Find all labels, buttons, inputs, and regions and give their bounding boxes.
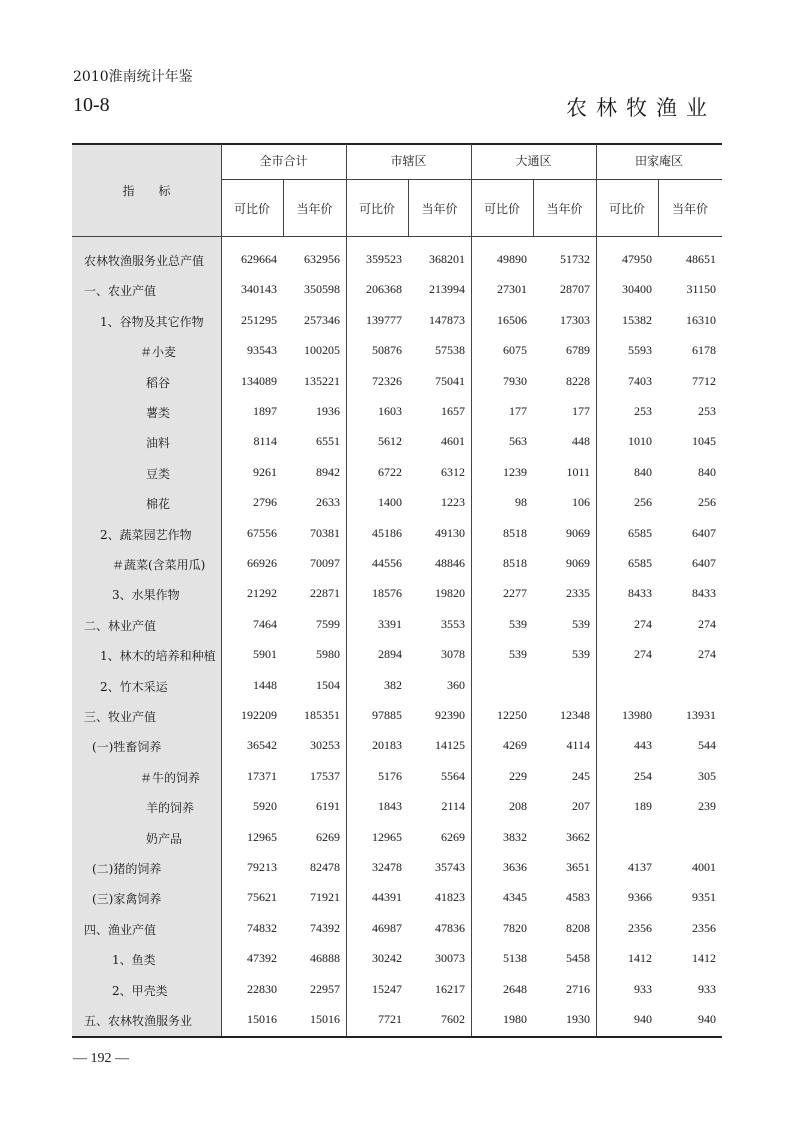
- table-cell: 274: [698, 616, 716, 631]
- table-cell: 257346: [304, 312, 340, 327]
- table-cell: 106: [572, 495, 590, 510]
- table-cell: 8433: [692, 586, 716, 601]
- header-divider: [221, 179, 722, 180]
- row-label: 薯类: [146, 406, 171, 420]
- row-label: 三、牧业产值: [84, 710, 157, 724]
- table-cell: 2335: [566, 586, 590, 601]
- table-cell: 6178: [692, 343, 716, 358]
- table-cell: 1603: [378, 404, 402, 418]
- table-cell: 7820: [503, 920, 527, 935]
- table-cell: 6191: [316, 799, 340, 814]
- table-cell: 30073: [435, 951, 465, 966]
- table-cell: 177: [509, 404, 527, 418]
- row-label: 油料: [146, 436, 171, 451]
- subheader-comparable-price: 可比价: [358, 202, 395, 216]
- row-label: 稻谷: [146, 375, 171, 390]
- table-cell: 274: [698, 647, 716, 662]
- table-cell: 7602: [441, 1012, 465, 1026]
- table-cell: 20183: [372, 738, 402, 753]
- subheader-divider: [533, 179, 534, 236]
- table-cell: 17371: [247, 768, 277, 783]
- table-cell: 22957: [310, 981, 340, 996]
- group-header-tianjiaan: 田家庵区: [634, 154, 683, 168]
- table-cell: 47836: [435, 920, 465, 935]
- table-cell: 93543: [247, 343, 277, 358]
- row-label: 2、甲壳类: [112, 983, 168, 998]
- table-cell: 44391: [372, 890, 402, 905]
- table-cell: 185351: [304, 708, 340, 722]
- table-cell: 15382: [622, 312, 652, 327]
- table-cell: 79213: [247, 860, 277, 874]
- table-cell: 51732: [560, 252, 590, 266]
- row-label: 羊的饲养: [146, 801, 195, 816]
- group-header-datong: 大通区: [515, 154, 552, 168]
- section-title: 农林牧渔业: [566, 96, 716, 120]
- table-cell: 305: [698, 768, 716, 783]
- subheader-divider: [283, 179, 284, 236]
- subheader-current-price: 当年价: [421, 202, 458, 216]
- table-cell: 147873: [429, 312, 465, 327]
- yearbook-title: 2010淮南统计年鉴: [73, 69, 193, 85]
- table-cell: 274: [634, 616, 652, 631]
- table-cell: 1930: [566, 1012, 590, 1026]
- row-label: 2、蔬菜园艺作物: [100, 527, 192, 542]
- table-cell: 4269: [503, 738, 527, 753]
- table-cell: 840: [698, 464, 716, 479]
- table-cell: 6722: [378, 464, 402, 479]
- table-cell: 6269: [316, 829, 340, 844]
- table-cell: 7599: [316, 616, 340, 631]
- group-header-city-districts: 市辖区: [390, 154, 427, 168]
- table-cell: 15247: [372, 981, 402, 996]
- table-cell: 3651: [566, 860, 590, 874]
- subheader-divider: [658, 179, 659, 236]
- table-cell: 4583: [566, 890, 590, 905]
- table-cell: 4601: [441, 434, 465, 449]
- table-cell: 5458: [566, 951, 590, 966]
- table-cell: 6585: [628, 525, 652, 540]
- table-cell: 340143: [241, 282, 277, 297]
- row-label: 农林牧渔服务业总产值: [84, 254, 205, 268]
- table-top-rule: [72, 143, 722, 145]
- row-label: ＃牛的饲养: [140, 770, 201, 785]
- subheader-current-price: 当年价: [546, 202, 583, 216]
- row-label: 四、渔业产值: [84, 922, 157, 937]
- table-cell: 8228: [566, 373, 590, 388]
- table-cell: 8433: [628, 586, 652, 601]
- table-cell: 17537: [310, 768, 340, 783]
- table-cell: 933: [698, 981, 716, 996]
- table-cell: 192209: [241, 708, 277, 722]
- row-label: (三)家禽饲养: [92, 892, 162, 907]
- table-cell: 57538: [435, 343, 465, 358]
- index-header: 指 标: [122, 184, 171, 198]
- table-cell: 539: [572, 647, 590, 662]
- table-cell: 3391: [378, 616, 402, 631]
- table-cell: 22871: [310, 586, 340, 601]
- table-cell: 15016: [310, 1012, 340, 1026]
- table-cell: 18576: [372, 586, 402, 601]
- table-cell: 14125: [435, 738, 465, 753]
- table-cell: 1980: [503, 1012, 527, 1026]
- table-cell: 2356: [692, 920, 716, 935]
- table-cell: 251295: [241, 312, 277, 327]
- table-cell: 100205: [304, 343, 340, 358]
- table-cell: 50876: [372, 343, 402, 358]
- table-cell: 5612: [378, 434, 402, 449]
- table-cell: 41823: [435, 890, 465, 905]
- table-cell: 4345: [503, 890, 527, 905]
- table-cell: 74832: [247, 920, 277, 935]
- table-cell: 1010: [628, 434, 652, 449]
- row-label: 1、谷物及其它作物: [100, 314, 204, 329]
- table-cell: 6551: [316, 434, 340, 449]
- row-label: 五、农林牧渔服务业: [84, 1014, 193, 1028]
- row-label: ＃小麦: [140, 345, 177, 360]
- table-cell: 27301: [497, 282, 527, 297]
- table-cell: 274: [634, 647, 652, 662]
- table-cell: 4001: [692, 860, 716, 874]
- table-cell: 539: [572, 616, 590, 631]
- table-cell: 3553: [441, 616, 465, 631]
- table-cell: 1239: [503, 464, 527, 479]
- subheader-divider: [408, 179, 409, 236]
- table-cell: 15016: [247, 1012, 277, 1026]
- table-cell: 7464: [253, 616, 277, 631]
- table-cell: 9261: [253, 464, 277, 479]
- table-cell: 13980: [622, 708, 652, 722]
- table-cell: 1412: [692, 951, 716, 966]
- table-cell: 2796: [253, 495, 277, 510]
- table-cell: 72326: [372, 373, 402, 388]
- table-cell: 3832: [503, 829, 527, 844]
- table-cell: 30242: [372, 951, 402, 966]
- table-cell: 48846: [435, 556, 465, 570]
- table-cell: 256: [698, 495, 716, 510]
- table-cell: 22830: [247, 981, 277, 996]
- table-cell: 5138: [503, 951, 527, 966]
- table-cell: 2356: [628, 920, 652, 935]
- table-cell: 17303: [560, 312, 590, 327]
- table-cell: 350598: [304, 282, 340, 297]
- table-cell: 189: [634, 799, 652, 814]
- subheader-comparable-price: 可比价: [233, 202, 270, 216]
- table-cell: 36542: [247, 738, 277, 753]
- row-label: 3、水果作物: [112, 588, 180, 603]
- table-cell: 539: [509, 616, 527, 631]
- table-cell: 5901: [253, 647, 277, 662]
- table-cell: 3662: [566, 829, 590, 844]
- table-cell: 9069: [566, 556, 590, 570]
- table-cell: 206368: [366, 282, 402, 297]
- row-label: ＃蔬菜(含菜用瓜): [112, 558, 206, 572]
- table-cell: 7712: [692, 373, 716, 388]
- table-cell: 1045: [692, 434, 716, 449]
- table-cell: 45186: [372, 525, 402, 540]
- subheader-current-price: 当年价: [296, 202, 333, 216]
- table-cell: 5920: [253, 799, 277, 814]
- table-cell: 47950: [622, 252, 652, 266]
- table-cell: 539: [509, 647, 527, 662]
- table-cell: 253: [698, 404, 716, 418]
- table-cell: 6075: [503, 343, 527, 358]
- page-number: — 192 —: [73, 1051, 129, 1066]
- table-cell: 448: [572, 434, 590, 449]
- table-cell: 134089: [241, 373, 277, 388]
- table-cell: 207: [572, 799, 590, 814]
- table-cell: 2277: [503, 586, 527, 601]
- table-cell: 239: [698, 799, 716, 814]
- table-cell: 21292: [247, 586, 277, 601]
- table-cell: 254: [634, 768, 652, 783]
- table-cell: 8942: [316, 464, 340, 479]
- table-cell: 2114: [441, 799, 465, 814]
- row-label: (一)牲畜饲养: [92, 740, 162, 755]
- table-cell: 1448: [253, 677, 277, 692]
- table-cell: 74392: [310, 920, 340, 935]
- table-cell: 1504: [316, 677, 340, 692]
- table-cell: 7721: [378, 1012, 402, 1026]
- table-cell: 629664: [241, 252, 277, 266]
- table-cell: 1843: [378, 799, 402, 814]
- table-cell: 2716: [566, 981, 590, 996]
- table-cell: 359523: [366, 252, 402, 266]
- table-cell: 70097: [310, 556, 340, 570]
- table-cell: 632956: [304, 252, 340, 266]
- table-cell: 6269: [441, 829, 465, 844]
- table-cell: 6407: [692, 525, 716, 540]
- table-cell: 12250: [497, 708, 527, 722]
- header-bottom-rule: [72, 236, 722, 237]
- table-cell: 8208: [566, 920, 590, 935]
- table-cell: 3078: [441, 647, 465, 662]
- table-cell: 208: [509, 799, 527, 814]
- table-cell: 7403: [628, 373, 652, 388]
- table-cell: 940: [634, 1012, 652, 1026]
- table-cell: 49890: [497, 252, 527, 266]
- table-cell: 1897: [253, 404, 277, 418]
- table-cell: 67556: [247, 525, 277, 540]
- table-cell: 2894: [378, 647, 402, 662]
- table-cell: 940: [698, 1012, 716, 1026]
- table-cell: 16310: [686, 312, 716, 327]
- table-cell: 368201: [429, 252, 465, 266]
- table-cell: 12348: [560, 708, 590, 722]
- table-cell: 70381: [310, 525, 340, 540]
- row-label: 一、农业产值: [84, 284, 157, 299]
- table-cell: 213994: [429, 282, 465, 297]
- table-cell: 2648: [503, 981, 527, 996]
- table-cell: 443: [634, 738, 652, 753]
- page-code: 10-8: [73, 94, 110, 116]
- table-cell: 9069: [566, 525, 590, 540]
- table-cell: 8114: [253, 434, 277, 449]
- table-cell: 5593: [628, 343, 652, 358]
- subheader-comparable-price: 可比价: [608, 202, 645, 216]
- table-cell: 1400: [378, 495, 402, 510]
- row-label: 2、竹木采运: [100, 679, 168, 694]
- group-header-total: 全市合计: [259, 154, 308, 168]
- table-cell: 6312: [441, 464, 465, 479]
- table-cell: 3636: [503, 860, 527, 874]
- table-cell: 7930: [503, 373, 527, 388]
- table-cell: 98: [515, 495, 527, 510]
- table-cell: 1936: [316, 404, 340, 418]
- table-cell: 6585: [628, 556, 652, 570]
- table-cell: 1657: [441, 404, 465, 418]
- table-cell: 840: [634, 464, 652, 479]
- table-cell: 256: [634, 495, 652, 510]
- table-cell: 92390: [435, 708, 465, 722]
- table-cell: 135221: [304, 373, 340, 388]
- table-cell: 5980: [316, 647, 340, 662]
- row-label: 1、鱼类: [112, 953, 156, 968]
- subheader-current-price: 当年价: [671, 202, 708, 216]
- table-cell: 229: [509, 768, 527, 783]
- table-cell: 382: [384, 677, 402, 692]
- table-cell: 360: [447, 677, 465, 692]
- table-cell: 8518: [503, 556, 527, 570]
- table-cell: 2633: [316, 495, 340, 510]
- table-cell: 28707: [560, 282, 590, 297]
- table-cell: 71921: [310, 890, 340, 905]
- table-cell: 48651: [686, 252, 716, 266]
- table-cell: 19820: [435, 586, 465, 601]
- table-cell: 97885: [372, 708, 402, 722]
- table-cell: 6407: [692, 556, 716, 570]
- table-cell: 75041: [435, 373, 465, 388]
- table-cell: 44556: [372, 556, 402, 570]
- table-cell: 35743: [435, 860, 465, 874]
- row-label: 棉花: [146, 497, 171, 512]
- table-cell: 32478: [372, 860, 402, 874]
- table-cell: 933: [634, 981, 652, 996]
- table-cell: 75621: [247, 890, 277, 905]
- table-cell: 177: [572, 404, 590, 418]
- table-cell: 47392: [247, 951, 277, 966]
- row-label: 1、林木的培养和种植: [100, 649, 216, 664]
- table-cell: 1412: [628, 951, 652, 966]
- table-cell: 9366: [628, 890, 652, 905]
- table-bottom-rule: [72, 1036, 722, 1038]
- table-cell: 5564: [441, 768, 465, 783]
- table-cell: 1011: [566, 464, 590, 479]
- table-cell: 12965: [247, 829, 277, 844]
- table-cell: 253: [634, 404, 652, 418]
- table-cell: 46888: [310, 951, 340, 966]
- table-cell: 46987: [372, 920, 402, 935]
- subheader-comparable-price: 可比价: [483, 202, 520, 216]
- table-cell: 245: [572, 768, 590, 783]
- table-cell: 6789: [566, 343, 590, 358]
- table-cell: 30253: [310, 738, 340, 753]
- table-cell: 49130: [435, 525, 465, 540]
- table-cell: 4114: [566, 738, 590, 753]
- table-cell: 82478: [310, 860, 340, 874]
- table-cell: 4137: [628, 860, 652, 874]
- table-cell: 9351: [692, 890, 716, 905]
- table-cell: 544: [698, 738, 716, 753]
- row-label: 豆类: [146, 466, 171, 481]
- table-cell: 1223: [441, 495, 465, 510]
- row-label: 二、林业产值: [84, 618, 157, 633]
- table-cell: 8518: [503, 525, 527, 540]
- table-cell: 563: [509, 434, 527, 449]
- table-cell: 13931: [686, 708, 716, 722]
- table-cell: 139777: [366, 312, 402, 327]
- table-cell: 16506: [497, 312, 527, 327]
- table-cell: 31150: [686, 282, 716, 297]
- row-label: 奶产品: [146, 831, 183, 846]
- table-cell: 5176: [378, 768, 402, 783]
- row-label: (二)猪的饲养: [92, 862, 162, 876]
- table-cell: 30400: [622, 282, 652, 297]
- table-cell: 16217: [435, 981, 465, 996]
- table-cell: 12965: [372, 829, 402, 844]
- table-cell: 66926: [247, 556, 277, 570]
